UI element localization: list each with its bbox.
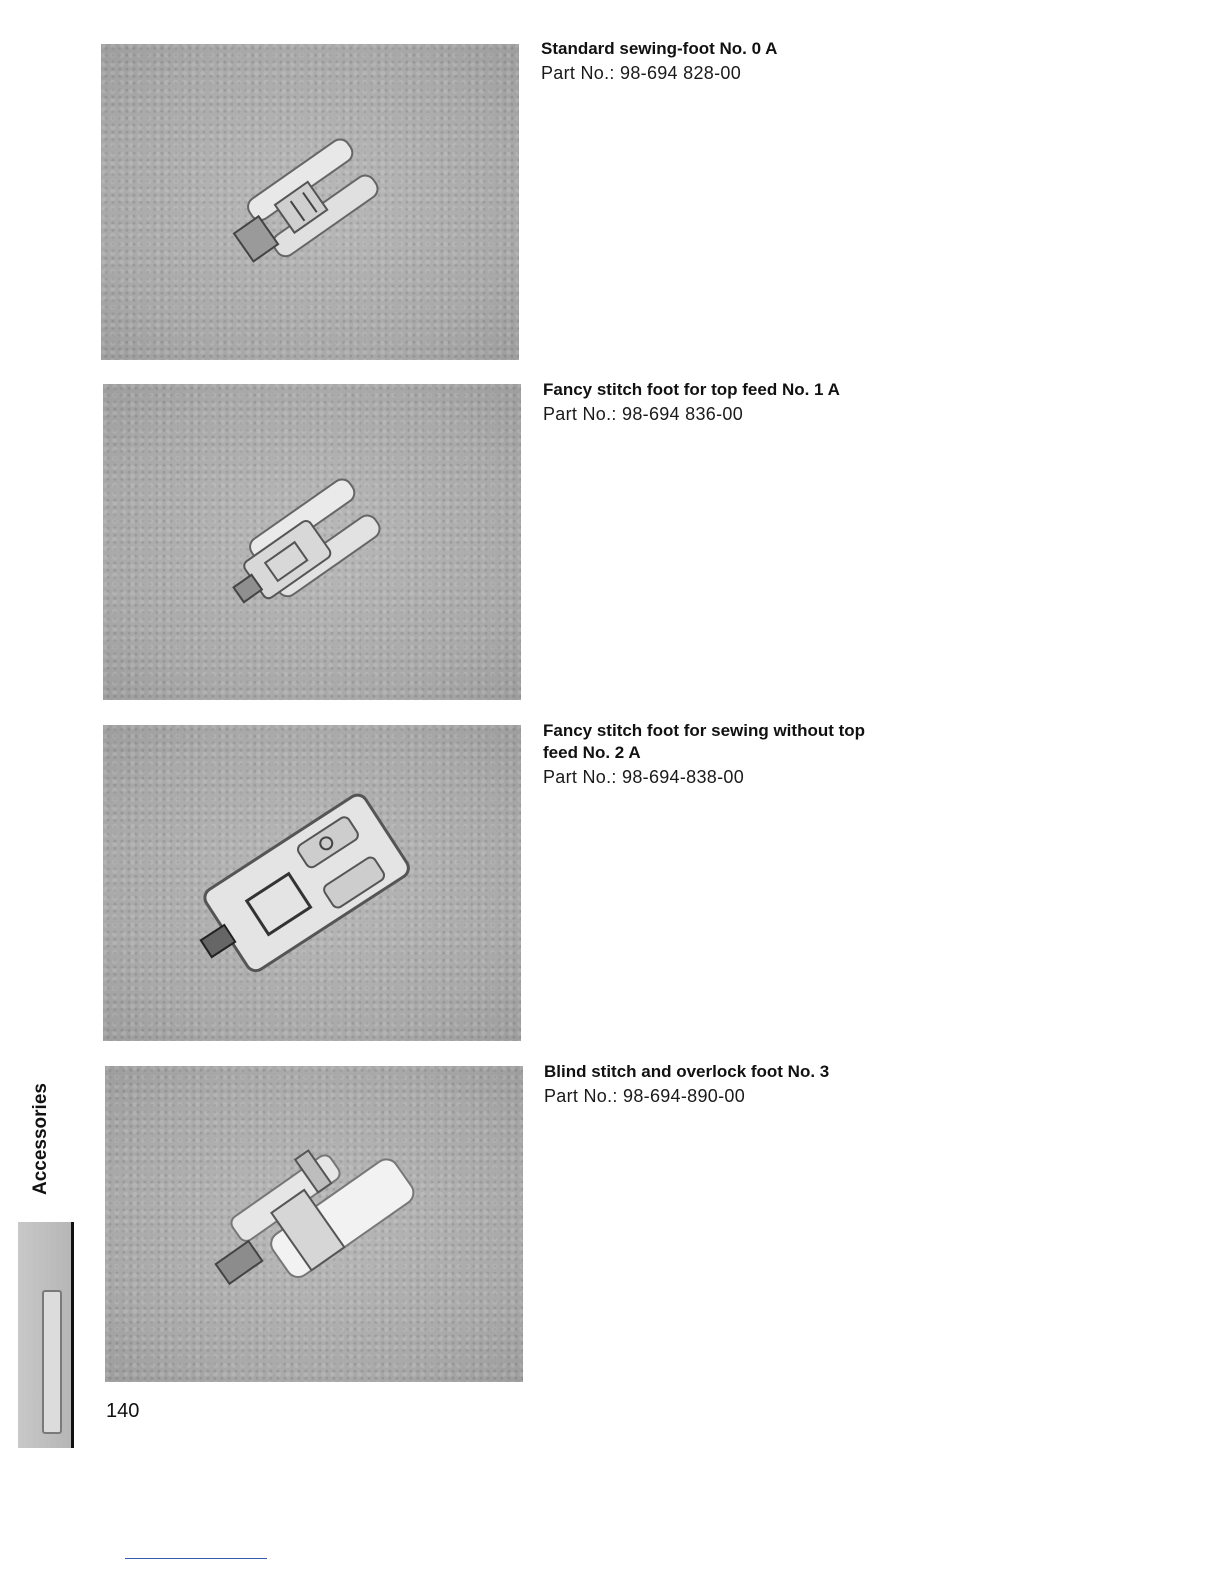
tab-edge-bar [71,1222,74,1448]
part-number: Part No.: 98-694 836-00 [543,404,744,424]
photo-foot-1a [103,384,521,700]
photo-foot-0a [101,44,519,360]
item-title: Standard sewing-foot No. 0 A [541,39,778,58]
presser-foot-3-icon [105,1066,523,1382]
part-number: Part No.: 98-694-890-00 [544,1086,746,1106]
item-title: Blind stitch and overlock foot No. 3 [544,1062,830,1081]
footer-rule [125,1558,267,1559]
item-title: Fancy stitch foot for sewing without top feed No. 2 A [543,721,866,762]
presser-foot-1a-icon [103,384,521,700]
tab-slot [42,1290,62,1434]
page-number: 140 [106,1400,140,1422]
part-number: Part No.: 98-694-838-00 [543,767,745,787]
part-number: Part No.: 98-694 828-00 [541,63,742,83]
photo-foot-2a [103,725,521,1041]
presser-foot-2a-icon [103,725,521,1041]
thumb-index-tab [18,1222,74,1448]
photo-foot-3 [105,1066,523,1382]
presser-foot-0a-icon [101,44,519,360]
section-label: Accessories [30,1083,51,1195]
item-title: Fancy stitch foot for top feed No. 1 A [543,380,840,399]
